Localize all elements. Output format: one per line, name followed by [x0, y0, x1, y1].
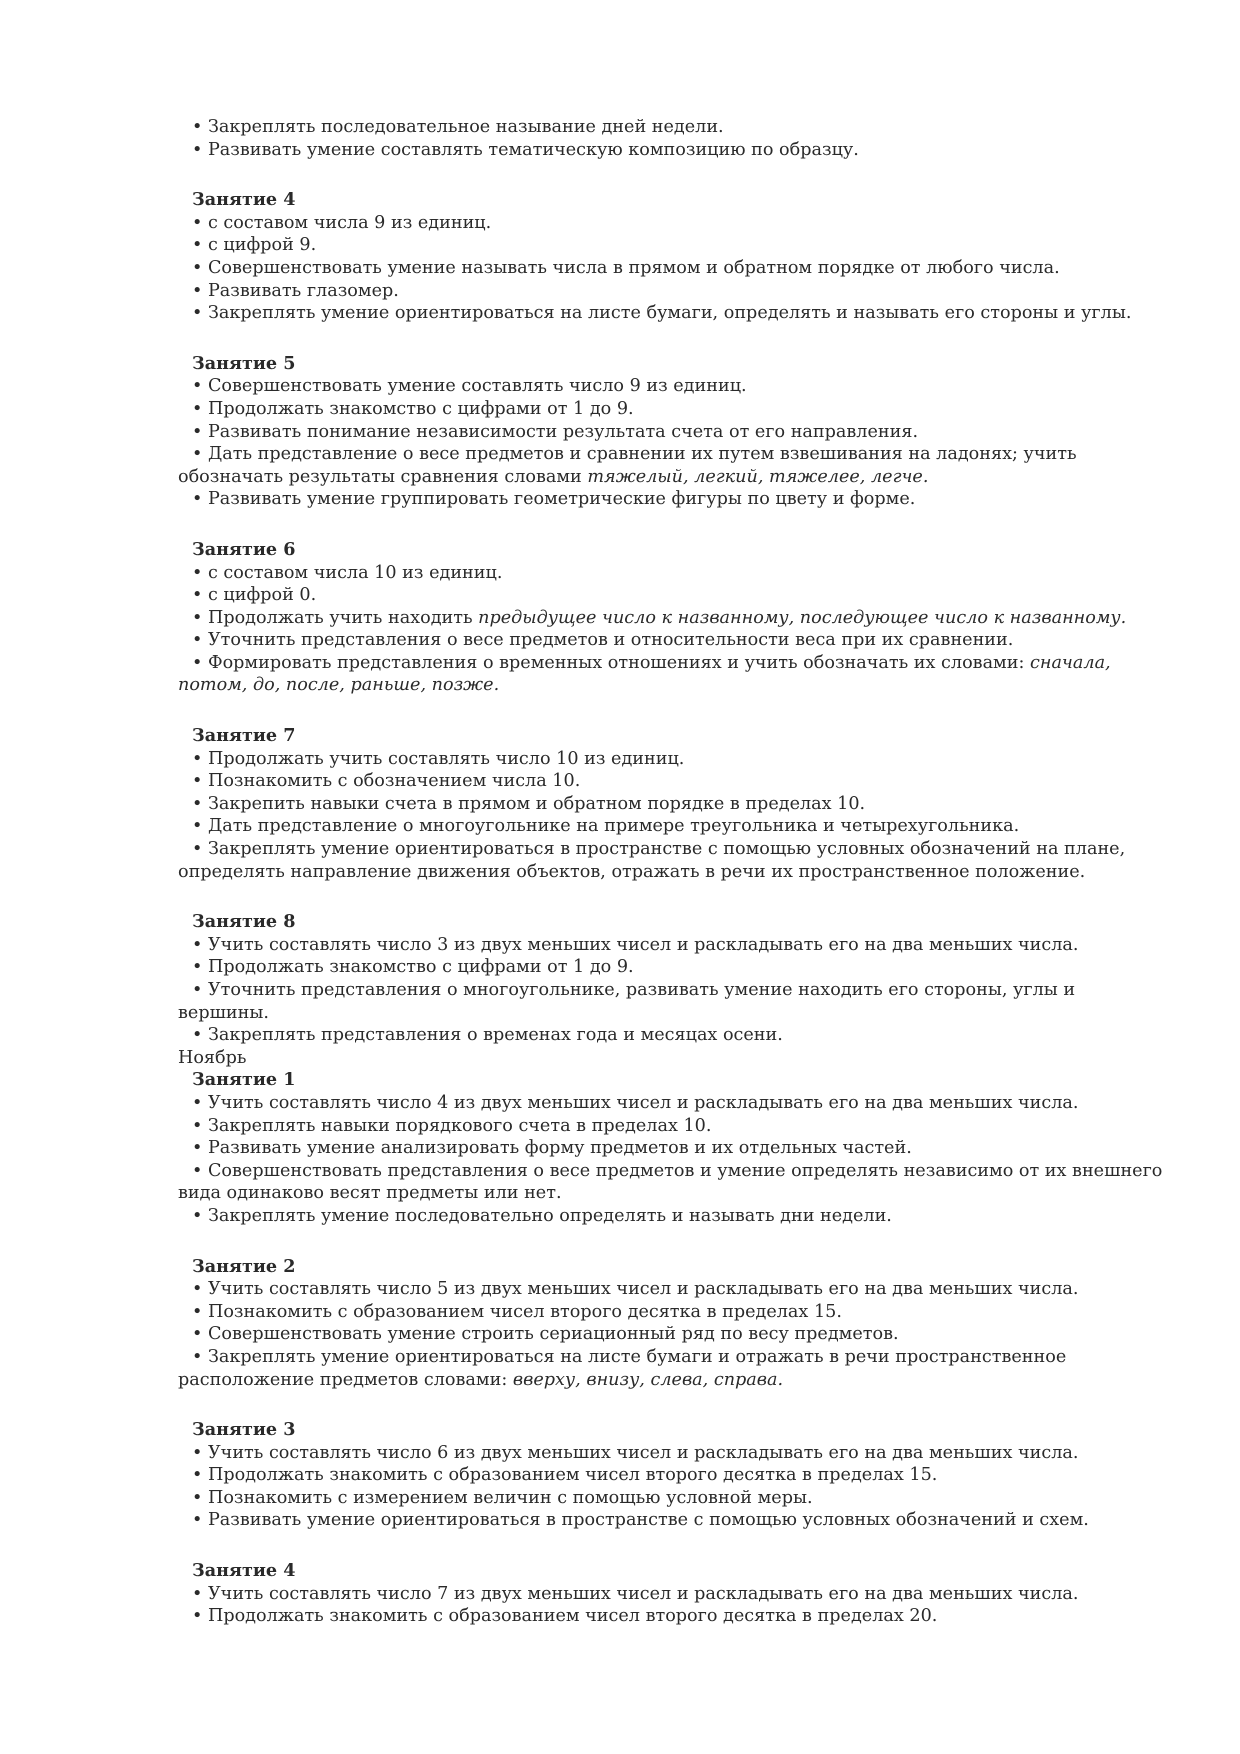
list-item: • Продолжать знакомство с цифрами от 1 до 9.	[192, 398, 634, 419]
list-item: • Продолжать знакомить с образованием чисел второго десятка в пределах 20.	[192, 1606, 938, 1627]
list-item: • Продолжать учить составлять число 10 из единиц.	[192, 748, 685, 769]
list-item-continuation	[178, 1369, 1140, 1392]
list-item: • Развивать понимание независимости результата счета от его направления.	[192, 421, 919, 442]
list-item	[178, 652, 1140, 675]
list-item-continuation: вершины.	[178, 1002, 269, 1023]
list-item: • Учить составлять число 7 из двух меньших чисел и раскладывать его на два меньших числа.	[192, 1583, 1079, 1604]
list-item: • Закрепить навыки счета в прямом и обратном порядке в пределах 10.	[192, 793, 866, 814]
section-heading: Занятие 5	[192, 352, 296, 374]
list-item: • Закреплять умение ориентироваться на листе бумаги и отражать в речи пространственное	[192, 1346, 1067, 1367]
list-item: • Закреплять умение ориентироваться в пространстве с помощью условных обозначений на плане,	[192, 839, 1126, 860]
list-item: • Познакомить с образованием чисел второго десятка в пределах 15.	[192, 1301, 842, 1322]
list-item: • Совершенствовать умение называть числа в прямом и обратном порядке от любого числа.	[192, 257, 1060, 278]
section-heading: Занятие 7	[192, 725, 296, 747]
month-label: Ноябрь	[178, 1047, 247, 1068]
plain-text: • Продолжать учить находить	[192, 607, 479, 628]
list-item: • Познакомить с обозначением числа 10.	[192, 771, 581, 792]
list-item: • Уточнить представления о многоугольнике, развивать умение находить его стороны, углы и	[192, 980, 1076, 1000]
italic-text: потом, до, после, раньше, позже.	[178, 675, 500, 696]
list-item-continuation	[178, 466, 1140, 489]
list-item: • Учить составлять число 6 из двух меньших чисел и раскладывать его на два меньших числа.	[192, 1442, 1079, 1463]
list-item-continuation: вида одинаково весят предметы или нет.	[178, 1183, 562, 1204]
list-item: • Закреплять умение ориентироваться на листе бумаги, определять и называть его стороны и углы.	[192, 303, 1132, 324]
list-item: • Учить составлять число 3 из двух меньших чисел и раскладывать его на два меньших числа.	[192, 934, 1079, 955]
section-heading: Занятие 8	[192, 911, 296, 933]
list-item-continuation: определять направление движения объектов, отражать в речи их пространственное положение.	[178, 861, 1086, 882]
list-item	[178, 607, 1140, 630]
italic-text: предыдущее число к названному, последующее число к названному.	[478, 607, 1127, 628]
section-heading: Занятие 2	[192, 1255, 296, 1277]
list-item: • Закреплять умение последовательно определять и называть дни недели.	[192, 1205, 892, 1226]
italic-text: тяжелый, легкий, тяжелее, легче.	[587, 466, 929, 487]
list-item: • Продолжать знакомство с цифрами от 1 до 9.	[192, 957, 634, 978]
list-item: • Развивать умение группировать геометрические фигуры по цвету и форме.	[192, 489, 916, 510]
document-page	[178, 116, 1163, 1628]
list-item: • Развивать умение ориентироваться в пространстве с помощью условных обозначений и схем.	[192, 1510, 1089, 1531]
list-item-continuation	[178, 674, 1140, 697]
plain-text: обозначать результаты сравнения словами	[178, 466, 588, 487]
list-item: • Закреплять последовательное называние дней недели.	[192, 117, 724, 137]
list-item: • Совершенствовать представления о весе предметов и умение определять независимо от их внешнего	[192, 1160, 1163, 1181]
section-heading: Занятие 1	[192, 1069, 296, 1091]
list-item: • с составом числа 9 из единиц.	[192, 212, 492, 233]
plain-text: • Формировать представления о временных отношениях и учить обозначать их словами:	[192, 652, 1030, 673]
list-item: • Совершенствовать умение составлять число 9 из единиц.	[192, 376, 747, 397]
list-item: • с цифрой 9.	[192, 235, 317, 256]
italic-text: вверху, внизу, слева, справа.	[512, 1369, 784, 1390]
list-item: • Уточнить представления о весе предметов и относительности веса при их сравнении.	[192, 630, 1014, 651]
list-item: • Закреплять представления о временах года и месяцах осени.	[192, 1025, 783, 1046]
list-item: • Учить составлять число 4 из двух меньших чисел и раскладывать его на два меньших числа.	[192, 1092, 1079, 1113]
list-item: • Развивать умение составлять тематическую композицию по образцу.	[192, 139, 859, 160]
list-item: • Дать представление о многоугольнике на примере треугольника и четырехугольника.	[192, 816, 1020, 837]
italic-text: сначала,	[1030, 652, 1111, 673]
section-heading: Занятие 6	[192, 538, 296, 560]
list-item: • Учить составлять число 5 из двух меньших чисел и раскладывать его на два меньших числа.	[192, 1279, 1079, 1300]
plain-text: расположение предметов словами:	[178, 1369, 513, 1390]
list-item: • Познакомить с измерением величин с помощью условной меры.	[192, 1487, 813, 1508]
list-item: • с составом числа 10 из единиц.	[192, 562, 503, 583]
list-item: • с цифрой 0.	[192, 585, 317, 606]
list-item: • Совершенствовать умение строить сериационный ряд по весу предметов.	[192, 1324, 899, 1345]
list-item: • Развивать глазомер.	[192, 280, 399, 301]
section-heading: Занятие 4	[192, 1560, 296, 1582]
list-item: • Развивать умение анализировать форму предметов и их отдельных частей.	[192, 1138, 912, 1159]
section-heading: Занятие 4	[192, 189, 296, 211]
list-item: • Продолжать знакомить с образованием чисел второго десятка в пределах 15.	[192, 1465, 938, 1486]
list-item: • Дать представление о весе предметов и сравнении их путем взвешивания на ладонях; учить	[192, 444, 1077, 465]
list-item: • Закреплять навыки порядкового счета в пределах 10.	[192, 1115, 712, 1136]
section-heading: Занятие 3	[192, 1419, 296, 1441]
